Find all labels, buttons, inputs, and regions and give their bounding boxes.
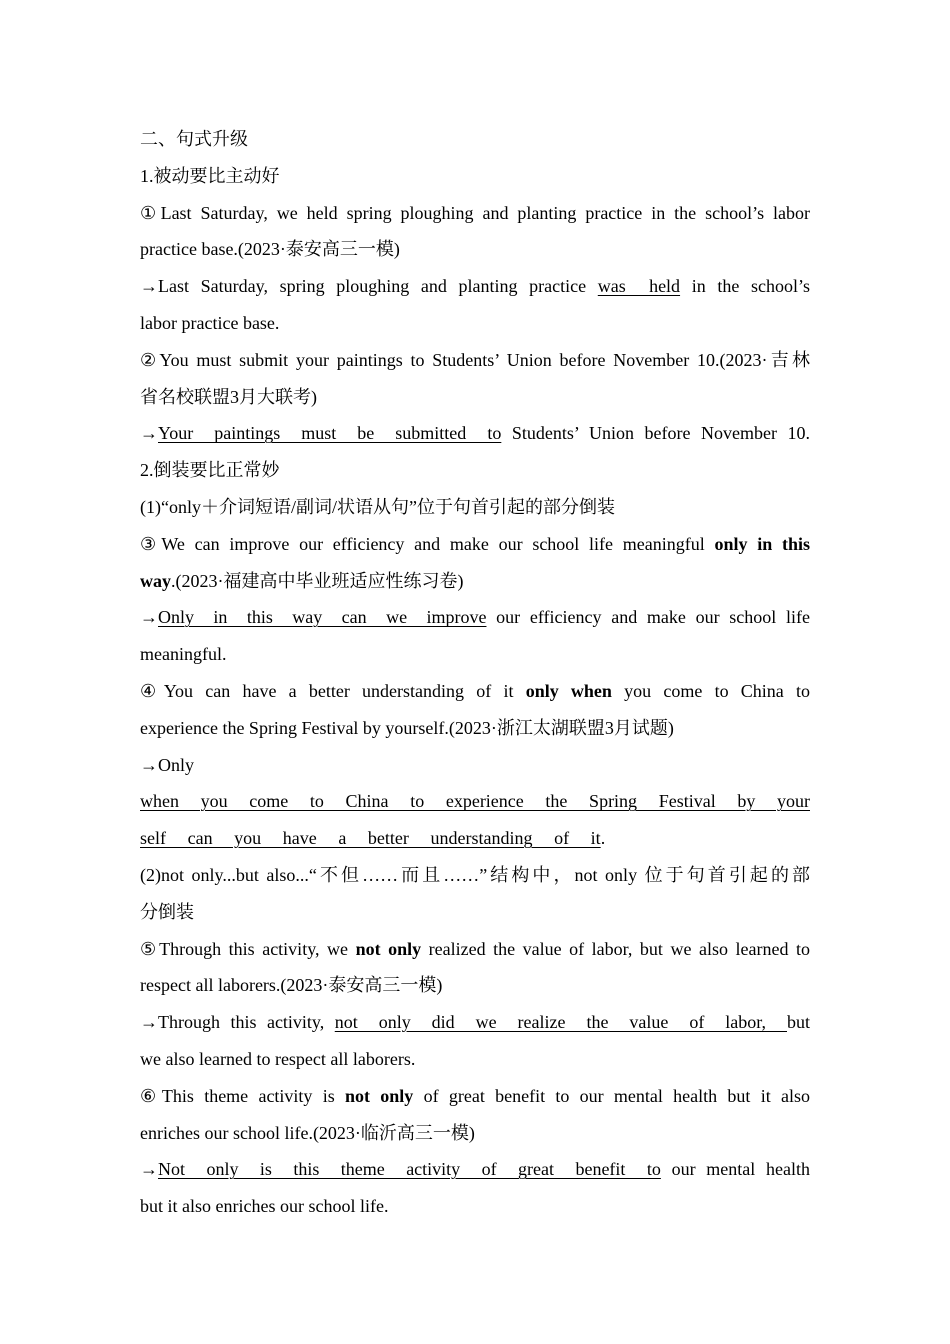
- heading-inversion: 2.倒装要比正常妙: [140, 460, 280, 481]
- answer-4-fill-1: when you come to China to experience the Spring Festival by your: [140, 791, 810, 812]
- answer-6-suffix: our mental health: [660, 1159, 810, 1180]
- answer-4-fill-2: self can you have a better understanding of it: [140, 828, 601, 849]
- example-4-text: ④You can have a better understanding of it: [140, 680, 526, 701]
- example-4-line-1: [140, 673, 810, 710]
- answer-2-suffix: Students’ Union before November 10.: [501, 423, 811, 444]
- example-3-line-1: [140, 526, 810, 563]
- example-5-line-2: respect all laborers.(2023·泰安高三一模): [140, 975, 443, 996]
- answer-4-line-1: →Only: [140, 754, 194, 775]
- example-6-line-2: enriches our school life.(2023·临沂高三一模): [140, 1122, 475, 1143]
- example-6-text: ⑥This theme activity is: [140, 1085, 345, 1106]
- example-3-line-2: [140, 563, 810, 600]
- subheading-not-only-line-1: (2)not only...but also...“不但……而且……”结构中，not only 位于句首引起的部: [140, 864, 810, 885]
- answer-6-line-1: [140, 1151, 810, 1188]
- subheading-not-only-line-2: 分倒装: [140, 901, 194, 922]
- answer-1-line-2: labor practice base.: [140, 312, 280, 333]
- example-6-text-2: of great benefit to our mental health but it also: [413, 1085, 810, 1106]
- example-5-bold: not only: [355, 938, 422, 959]
- example-3-bold-2: way: [140, 570, 171, 591]
- answer-5-fill: not only did we realize the value of labor,: [334, 1012, 787, 1033]
- answer-1-line-1: [140, 268, 810, 305]
- example-6-bold: not only: [345, 1085, 414, 1106]
- document-body: [140, 121, 810, 1225]
- answer-3-line-1: [140, 599, 810, 636]
- example-3-bold: only in this: [714, 533, 810, 554]
- example-3-source: .(2023·福建高中毕业班适应性练习卷): [171, 570, 464, 591]
- answer-1-suffix: in the school’s: [680, 276, 810, 297]
- answer-1-fill: was held: [597, 276, 681, 297]
- answer-5-line-1: [140, 1004, 810, 1041]
- answer-5-line-2: we also learned to respect all laborers.: [140, 1048, 416, 1069]
- example-4-line-2: experience the Spring Festival by yourself.(2023·浙江太湖联盟3月试题): [140, 717, 674, 738]
- answer-3-suffix: our efficiency and make our school life: [486, 607, 810, 628]
- example-1-line-1: ①Last Saturday, we held spring ploughing and planting practice in the school’s labor: [140, 202, 810, 223]
- example-4-text-2: you come to China to: [611, 680, 810, 701]
- example-5-text: ⑤Through this activity, we: [140, 938, 356, 959]
- answer-2-line-1: [140, 415, 810, 452]
- example-1-line-2: practice base.(2023·泰安高三一模): [140, 239, 400, 260]
- example-4-bold: only when: [525, 680, 612, 701]
- answer-2-prefix: →: [140, 423, 158, 444]
- example-2-line-2: 省名校联盟3月大联考): [140, 386, 317, 407]
- heading-passive: 1.被动要比主动好: [140, 165, 280, 186]
- answer-3-line-2: meaningful.: [140, 644, 227, 665]
- answer-5-prefix: →Through this activity,: [140, 1012, 335, 1033]
- example-3-text: ③We can improve our efficiency and make our school life meaningful: [140, 533, 715, 554]
- section-title: 二、句式升级: [140, 129, 248, 149]
- answer-6-fill: Not only is this theme activity of great benefit to: [158, 1159, 661, 1180]
- answer-6-prefix: →: [140, 1159, 158, 1180]
- answer-4-period: .: [600, 828, 606, 849]
- example-5-line-1: [140, 931, 810, 968]
- example-2-line-1: ②You must submit your paintings to Students’ Union before November 10.(2023·吉林: [140, 349, 810, 370]
- subheading-only-inversion: (1)“only＋介词短语/副词/状语从句”位于句首引起的部分倒装: [140, 496, 615, 517]
- answer-5-suffix: but: [787, 1012, 811, 1033]
- example-6-line-1: [140, 1078, 810, 1115]
- answer-4-line-2: [140, 783, 810, 820]
- answer-2-fill: Your paintings must be submitted to: [158, 423, 502, 444]
- example-5-text-2: realized the value of labor, but we also learned to: [421, 938, 810, 959]
- answer-1-prefix: →Last Saturday, spring ploughing and planting practice: [140, 276, 598, 297]
- answer-3-fill: Only in this way can we improve: [158, 607, 487, 628]
- answer-3-prefix: →: [140, 607, 158, 628]
- answer-4-line-3: [140, 820, 810, 857]
- answer-6-line-2: but it also enriches our school life.: [140, 1196, 389, 1217]
